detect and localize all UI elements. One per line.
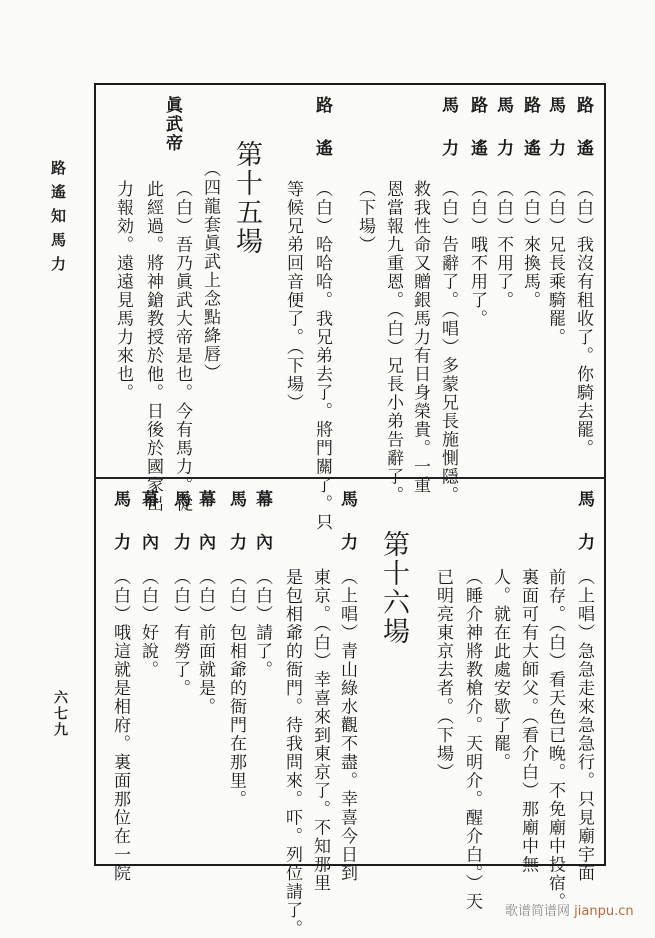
dialogue-line: （白）我沒有租收了。你騎去罷。 [573, 180, 593, 458]
speaker-label: 馬力 [170, 490, 190, 576]
dialogue-line: （白）不用了。 [493, 180, 513, 310]
dialogue-line: （白）哦這就是相府。裏面那位在一院 [110, 568, 130, 883]
dialogue-line: （白）好說。 [138, 568, 158, 679]
dialogue-line: 等候兄弟回音便了。（下場） [283, 180, 303, 412]
dialogue-line: （上唱）青山綠水觀不盡。幸喜今日到 [337, 568, 357, 883]
dialogue-line: 已明亮東京去者。（下場） [433, 568, 453, 782]
speaker-label: 馬力 [226, 490, 246, 576]
dialogue-line: （白）吾乃眞武大帝是也。今有馬力。從 [172, 180, 192, 513]
watermark [505, 900, 634, 919]
dialogue-line: 恩當報九重恩。（白）兄長小弟告辭了。 [383, 180, 403, 505]
scene-title: 第十五場 [231, 140, 262, 256]
speaker-label: 馬力 [438, 96, 458, 182]
running-head: 路遙知馬力 [49, 160, 67, 280]
section-divider [94, 477, 606, 479]
dialogue-line: （白）有勞了。 [170, 568, 190, 698]
speaker-label: 幕內 [195, 490, 215, 576]
speaker-label: 馬力 [493, 96, 513, 182]
dialogue-line: （白）告辭了。（唱）多蒙兄長施惻隱。 [438, 180, 458, 505]
dialogue-line: 是包相爺的衙門。待我問來。吓。列位請了。 [282, 568, 302, 938]
dialogue-line: 救我性命又贈銀馬力有日身榮貴。一重 [410, 180, 430, 495]
scene-title: 第十六場 [378, 530, 409, 646]
stage-direction: （睡介神將教槍介。天明介。醒介白。）天 [462, 568, 482, 911]
dialogue-line: （白）哈哈哈。我兄弟去了。將門關了。只 [312, 180, 332, 532]
speaker-label: 幕內 [252, 490, 272, 576]
dialogue-line: 此經過。將神鎗教授於他。日後於國家出 [143, 180, 163, 513]
stage-direction: （四龍套眞武上念點絳唇） [200, 160, 220, 382]
watermark-latin: jianpu.cn [574, 904, 634, 919]
speaker-label: 幕內 [138, 490, 158, 576]
dialogue-line: 力報効。遠遠見馬力來也。 [113, 180, 133, 402]
dialogue-line: （白）包相爺的衙門在那里。 [226, 568, 246, 809]
dialogue-line: （白）前面就是。 [195, 568, 215, 716]
speaker-label: 馬力 [545, 96, 565, 182]
dialogue-line: （上唱）急急走來急急行。只見廟宇面 [574, 568, 594, 883]
dialogue-line: 東京。（白）幸喜來到東京了。不知那里 [310, 568, 330, 893]
stage-direction: （下場） [355, 180, 375, 254]
dialogue-line: 前存。（白）看天色已晚。不免廟中投宿。 [545, 568, 565, 911]
speaker-label: 馬力 [337, 490, 357, 576]
speaker-label: 路遙 [573, 96, 593, 182]
watermark-cn: 歌谱简谱网 [505, 904, 571, 919]
dialogue-line: （白）來換馬。 [520, 180, 540, 310]
speaker-label: 路遙 [467, 96, 487, 182]
speaker-label: 眞武帝 [162, 96, 182, 153]
dialogue-line: 人。就在此處安歇了罷。 [490, 568, 510, 772]
page-number: 六七九 [52, 690, 68, 738]
dialogue-line: （白）兄長乘騎罷。 [545, 180, 565, 347]
speaker-label: 路遙 [520, 96, 540, 182]
speaker-label: 路遙 [312, 96, 332, 182]
dialogue-line: （白）請了。 [252, 568, 272, 679]
speaker-label: 馬力 [110, 490, 130, 576]
dialogue-line: 裏面可有大師父。（看介白）那廟中無 [518, 568, 538, 874]
dialogue-line: （白）哦不用了。 [467, 180, 487, 328]
speaker-label: 馬力 [574, 490, 594, 576]
